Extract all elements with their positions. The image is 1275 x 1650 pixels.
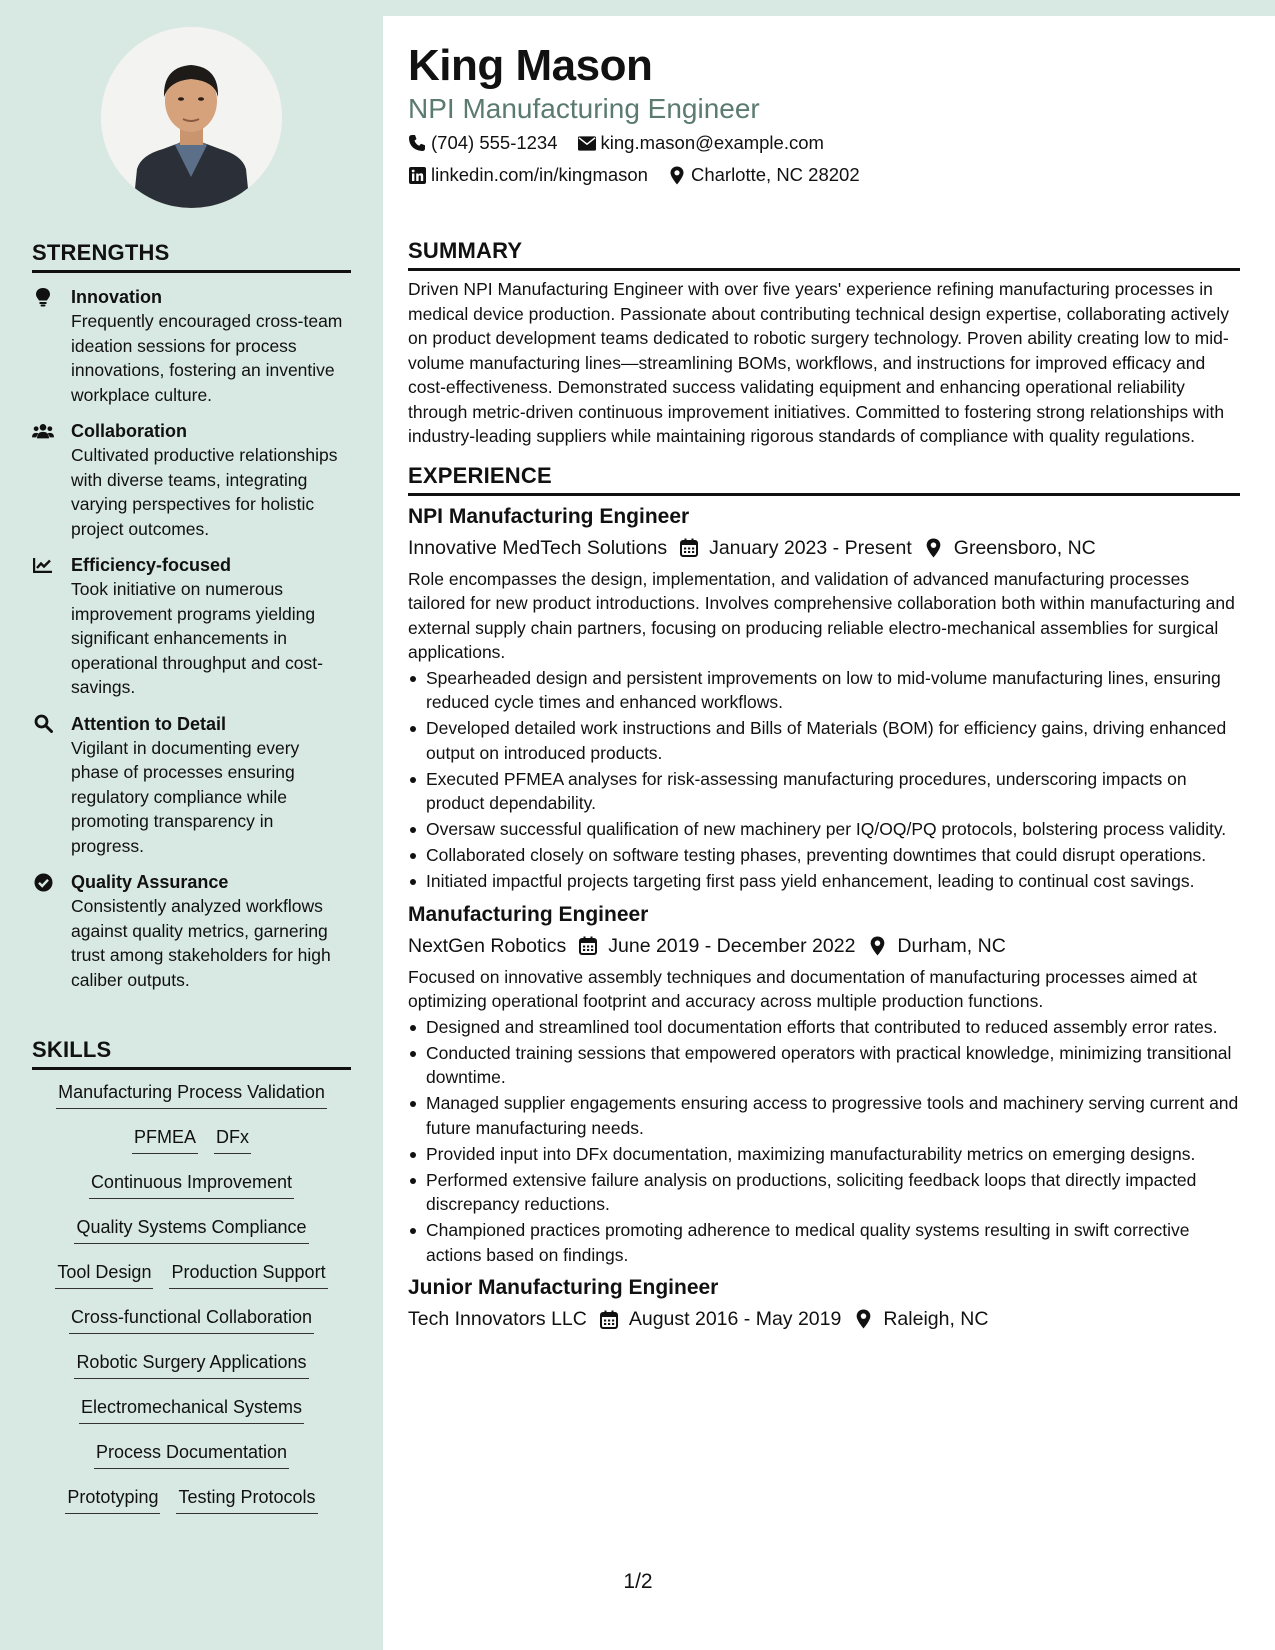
summary-heading: SUMMARY — [408, 238, 1240, 271]
phone-contact[interactable] — [408, 128, 558, 158]
experience-section — [408, 463, 1240, 1335]
job-dates: August 2016 - May 2019 — [628, 1308, 842, 1330]
strength-title: Innovation — [71, 287, 162, 307]
profile-photo — [101, 27, 282, 208]
phone-icon — [408, 134, 426, 152]
skills-list — [32, 1080, 351, 1530]
users-icon — [32, 421, 54, 441]
skill-tag: Prototyping — [65, 1485, 160, 1514]
skill-tag: Tool Design — [55, 1260, 153, 1289]
skills-heading: SKILLS — [32, 1037, 351, 1070]
skill-tag: Robotic Surgery Applications — [74, 1350, 308, 1379]
list-item: Developed detailed work instructions and Bills of Materials (BOM) for efficiency gains, driving enhanced output on introduced products. — [408, 716, 1240, 765]
job-meta — [408, 931, 1240, 961]
strength-item — [32, 419, 351, 541]
list-item: Oversaw successful qualification of new machinery per IQ/OQ/PQ protocols, bolstering process validity. — [408, 817, 1240, 842]
job-company: NextGen Robotics — [408, 934, 567, 957]
search-icon — [32, 714, 54, 734]
skill-tag: Manufacturing Process Validation — [56, 1080, 327, 1109]
job-description: Role encompasses the design, implementation, and validation of advanced manufacturing processes tailored for new product introductions. Involves comprehensive collaboration both within manufacturing and external supply chain partners, focusing on producing reliable electro-mechanical assemblies for surgical applications. — [408, 568, 1235, 662]
list-item: Initiated impactful projects targeting first pass yield enhancement, leading to continual cost savings. — [408, 869, 1240, 894]
candidate-name: King Mason — [408, 41, 653, 90]
envelope-icon — [578, 134, 596, 152]
check-circle-icon — [32, 872, 54, 892]
job-bullets — [408, 1015, 1240, 1268]
job-description: Focused on innovative assembly techniques and documentation of manufacturing processes aimed at optimizing operational footprint and accuracy across multiple production functions. — [408, 966, 1197, 1011]
job-title: Junior Manufacturing Engineer — [408, 1276, 719, 1299]
strength-item — [32, 712, 351, 859]
skill-tag: Testing Protocols — [176, 1485, 317, 1514]
strength-desc: Frequently encouraged cross-team ideation sessions for process innovations, fostering an inventive workplace culture. — [71, 311, 343, 405]
strength-desc: Cultivated productive relationships with diverse teams, integrating varying perspectives for holistic project outcomes. — [71, 445, 338, 539]
summary-section — [408, 238, 1240, 449]
skill-tag: DFx — [214, 1125, 251, 1154]
strength-title: Efficiency-focused — [71, 555, 232, 575]
contact-row — [408, 160, 1240, 190]
strength-title: Attention to Detail — [71, 713, 226, 734]
skill-tag: Quality Systems Compliance — [74, 1215, 308, 1244]
skill-tag: PFMEA — [132, 1125, 198, 1154]
job-entry — [408, 503, 1240, 894]
list-item: Spearheaded design and persistent improvements on low to mid-volume manufacturing lines, ensuring reduced cycle times and enhanced workflows. — [408, 666, 1240, 715]
location-contact — [668, 160, 860, 190]
list-item: Executed PFMEA analyses for risk-assessing manufacturing procedures, underscoring impacts on product dependability. — [408, 767, 1240, 816]
job-meta — [408, 1304, 1240, 1334]
job-dates: January 2023 - Present — [709, 536, 912, 559]
email-text: king.mason@example.com — [600, 132, 824, 153]
summary-text: Driven NPI Manufacturing Engineer with over five years' experience refining manufacturing processes in medical device production. Passionate about contributing technical design expertise, collaborating actively on product development teams dedicated to robotic surgery technology. Proven ability creating low to mid-volume manufacturing lines—streamlining BOMs, workflows, and instructions for improved efficacy and cost-effectiveness. Demonstrated success validating equipment and enhancing operational reliability through metric-driven continuous improvement initiatives. Committed to fostering strong relationships with industry-leading suppliers while maintaining rigorous standards of compliance with quality regulations. — [408, 279, 1230, 446]
strength-title: Quality Assurance — [71, 872, 229, 892]
list-item: Conducted training sessions that empowered operators with practical knowledge, minimizing transitional downtime. — [408, 1041, 1240, 1090]
strengths-heading: STRENGTHS — [32, 240, 351, 273]
calendar-icon — [679, 538, 699, 558]
calendar-icon — [578, 936, 598, 956]
list-item: Provided input into DFx documentation, maximizing manufacturability metrics on emerging designs. — [408, 1142, 1240, 1167]
job-entry — [408, 901, 1240, 1268]
job-title: Manufacturing Engineer — [408, 902, 649, 926]
job-location: Raleigh, NC — [883, 1308, 989, 1330]
candidate-role: NPI Manufacturing Engineer — [408, 93, 760, 124]
list-item: Collaborated closely on software testing phases, preventing downtimes that could disrupt operations. — [408, 843, 1240, 868]
map-pin-icon — [924, 538, 944, 558]
top-band — [383, 0, 1275, 16]
strength-item — [32, 870, 351, 992]
linkedin-text: linkedin.com/in/kingmason — [431, 164, 648, 185]
lightbulb-icon — [32, 287, 54, 307]
strength-item — [32, 285, 351, 407]
map-pin-icon — [668, 166, 686, 184]
main-content — [408, 40, 1240, 1334]
contact-row — [408, 128, 1240, 158]
linkedin-contact[interactable] — [408, 160, 648, 190]
list-item: Performed extensive failure analysis on productions, soliciting feedback loops that directly impacted discrepancy reductions. — [408, 1168, 1240, 1217]
email-contact[interactable] — [578, 128, 824, 158]
page-number: 1/2 — [623, 1570, 653, 1593]
linkedin-icon — [408, 166, 426, 184]
calendar-icon — [599, 1309, 619, 1329]
skills-section — [32, 1037, 351, 1530]
skill-tag: Continuous Improvement — [89, 1170, 294, 1199]
job-location: Durham, NC — [897, 934, 1006, 957]
list-item: Managed supplier engagements ensuring access to progressive tools and machinery serving current and future manufacturing needs. — [408, 1091, 1240, 1140]
strengths-section — [32, 240, 351, 992]
job-location: Greensboro, NC — [953, 536, 1096, 559]
strength-desc: Consistently analyzed workflows against quality metrics, garnering trust among stakeholders for high caliber outputs. — [71, 896, 331, 990]
skill-tag: Production Support — [169, 1260, 327, 1289]
map-pin-icon — [853, 1309, 873, 1329]
job-dates: June 2019 - December 2022 — [608, 934, 856, 957]
skill-tag: Cross-functional Collaboration — [69, 1305, 314, 1334]
skill-tag: Electromechanical Systems — [79, 1395, 304, 1424]
skill-tag: Process Documentation — [94, 1440, 289, 1469]
strength-desc: Took initiative on numerous improvement programs yielding significant enhancements in operational throughput and cost-savings. — [71, 579, 323, 697]
job-bullets — [408, 666, 1240, 894]
list-item: Designed and streamlined tool documentation efforts that contributed to reduced assembly error rates. — [408, 1015, 1240, 1040]
strength-item — [32, 553, 351, 700]
job-title: NPI Manufacturing Engineer — [408, 504, 690, 528]
job-entry — [408, 1274, 1240, 1334]
location-text: Charlotte, NC 28202 — [690, 164, 860, 185]
strength-title: Collaboration — [71, 421, 187, 441]
experience-heading: EXPERIENCE — [408, 463, 1240, 496]
job-company: Tech Innovators LLC — [408, 1308, 587, 1330]
chart-line-icon — [32, 555, 54, 575]
list-item: Championed practices promoting adherence to medical quality systems resulting in swift corrective actions based on findings. — [408, 1218, 1240, 1267]
strength-desc: Vigilant in documenting every phase of processes ensuring regulatory compliance while promoting transparency in progress. — [71, 737, 300, 856]
phone-text: (704) 555-1234 — [431, 132, 558, 153]
map-pin-icon — [867, 936, 887, 956]
job-company: Innovative MedTech Solutions — [408, 536, 668, 559]
job-meta — [408, 533, 1240, 563]
